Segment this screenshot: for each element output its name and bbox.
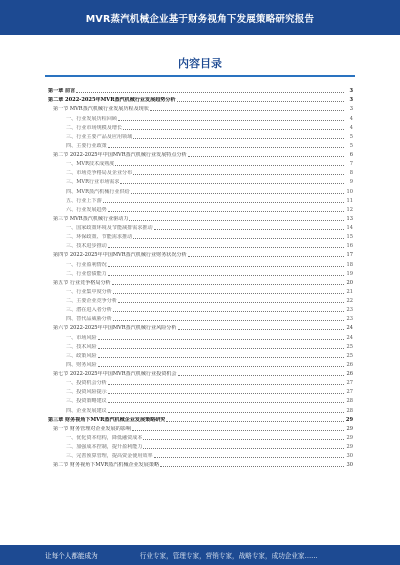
toc-entry-title: 四、企业发展建议 xyxy=(66,407,107,414)
toc-leader-dots xyxy=(108,266,344,267)
toc-entry-title: 四、主要行业政策 xyxy=(66,142,107,149)
toc-entry[interactable] xyxy=(48,249,353,258)
toc-entry[interactable] xyxy=(48,295,353,304)
toc-entry[interactable] xyxy=(48,195,353,204)
toc-entry-title: 三、投资策略建议 xyxy=(66,398,107,405)
footer-slogan: 让每个人都能成为 xyxy=(45,552,98,560)
toc-entry[interactable] xyxy=(48,313,353,322)
toc-page-number: 20 xyxy=(346,279,353,286)
toc-page-number: 21 xyxy=(346,288,353,295)
toc-page-number: 23 xyxy=(346,307,353,314)
toc-leader-dots xyxy=(160,466,344,467)
toc-entry[interactable] xyxy=(48,322,353,331)
toc-leader-dots xyxy=(115,165,344,166)
toc-entry[interactable] xyxy=(48,386,353,395)
toc-page-number: 28 xyxy=(346,398,353,405)
toc-entry-title: 六、行业发展趋势 xyxy=(66,206,107,213)
toc-page-number: 13 xyxy=(346,215,353,222)
toc-page-number: 25 xyxy=(346,343,353,350)
toc-page-number: 24 xyxy=(346,334,353,341)
toc-entry[interactable] xyxy=(48,268,353,277)
toc-entry[interactable] xyxy=(48,377,353,386)
toc-entry-title: 三、政策风险 xyxy=(66,352,97,359)
toc-entry-title: 第一章 前言 xyxy=(48,88,76,95)
toc-page-number: 22 xyxy=(346,298,353,304)
toc-page-number: 19 xyxy=(346,270,353,277)
toc-leader-dots xyxy=(76,92,344,93)
toc-entry[interactable] xyxy=(48,149,353,158)
toc-leader-dots xyxy=(154,457,344,458)
toc-leader-dots xyxy=(108,402,344,403)
toc-entry[interactable] xyxy=(48,368,353,377)
toc-entry[interactable] xyxy=(48,94,353,103)
toc-entry[interactable] xyxy=(48,359,353,368)
toc-entry-title: 第一节 MVR蒸汽机械行业发展历程及现状 xyxy=(53,106,149,113)
toc-entry-title: 一、行业集中度分析 xyxy=(66,288,112,295)
toc-entry-title: 一、优化资本结构，降低融资成本 xyxy=(66,434,143,441)
toc-entry-title: 一、市场风险 xyxy=(66,334,97,341)
toc-entry[interactable] xyxy=(48,231,353,240)
toc-entry[interactable] xyxy=(48,176,353,185)
toc-page-number: 30 xyxy=(346,462,353,469)
toc-page-number: 3 xyxy=(349,88,353,95)
toc-entry[interactable] xyxy=(48,258,353,267)
toc-leader-dots xyxy=(98,348,344,349)
toc-entry[interactable] xyxy=(48,240,353,249)
toc-page-number: 5 xyxy=(349,133,353,140)
toc-entry-title: 三、技术进步推动 xyxy=(66,243,107,250)
toc-page-number: 29 xyxy=(346,444,353,450)
toc-leader-dots xyxy=(113,293,344,294)
toc-entry[interactable] xyxy=(48,222,353,231)
report-header xyxy=(0,0,400,35)
toc-page-number: 29 xyxy=(345,416,353,423)
toc-entry[interactable] xyxy=(48,341,353,350)
toc-entry-title: 一、国家政策环境及节能减排需求推动 xyxy=(66,225,153,231)
toc-entry-title: 第二章 2022-2025年MVR蒸汽机械行业发展趋势分析 xyxy=(48,97,176,104)
toc-page-number: 7 xyxy=(349,161,353,168)
toc-leader-dots xyxy=(108,393,344,394)
toc-entry-title: 第二节 2022-2025年中国MVR蒸汽机械行业发展特点分析 xyxy=(53,152,187,158)
toc-leader-dots xyxy=(118,302,344,303)
toc-page-number: 4 xyxy=(349,115,353,122)
toc-leader-dots xyxy=(108,211,344,212)
toc-entry-title: 二、主要企业竞争分析 xyxy=(66,298,117,304)
toc-page-number: 25 xyxy=(346,352,353,359)
toc-page-number: 8 xyxy=(349,170,353,177)
toc-leader-dots xyxy=(188,156,344,157)
toc-leader-dots xyxy=(113,311,344,312)
toc-entry-title: 第三章 财务视角下MVR蒸汽机械企业发展策略研究 xyxy=(48,416,166,423)
toc-entry-title: 第七节 2022-2025年中国MVR蒸汽机械行业投资机会 xyxy=(53,371,177,377)
toc-entry[interactable] xyxy=(48,395,353,404)
toc-entry[interactable] xyxy=(48,131,353,140)
toc-entry-title: 第五节 行业竞争格局分析 xyxy=(53,279,111,286)
toc-leader-dots xyxy=(103,202,344,203)
toc-entry[interactable] xyxy=(48,450,353,459)
toc-entry[interactable] xyxy=(48,331,353,340)
toc-leader-dots xyxy=(123,129,344,130)
toc-leader-dots xyxy=(120,183,344,184)
toc-leader-dots xyxy=(98,357,344,358)
toc-page-number: 10 xyxy=(346,188,353,195)
toc-entry[interactable] xyxy=(48,277,353,286)
toc-entry-title: 一、MVR技术成熟度 xyxy=(66,161,115,168)
toc-page-number: 27 xyxy=(346,380,353,387)
toc-entry[interactable] xyxy=(48,423,353,432)
toc-leader-dots xyxy=(133,174,344,175)
toc-leader-dots xyxy=(143,439,344,440)
toc-leader-dots xyxy=(154,229,344,230)
toc-divider xyxy=(45,75,355,77)
toc-leader-dots xyxy=(177,101,344,102)
toc-entry[interactable] xyxy=(48,350,353,359)
toc-leader-dots xyxy=(108,384,344,385)
report-title: MVR蒸汽机械企业基于财务视角下发展策略研究报告 xyxy=(85,13,315,25)
toc-page-number: 14 xyxy=(346,225,353,231)
toc-leader-dots xyxy=(133,138,344,139)
toc-leader-dots xyxy=(98,339,344,340)
toc-entry-title: 三、MVR行业市场需求 xyxy=(66,179,120,186)
toc-entry-title: 二、技术风险 xyxy=(66,343,97,350)
toc-entry-title: 第六节 2022-2025年中国MVR蒸汽机械行业风险分析 xyxy=(53,325,177,332)
page-footer xyxy=(0,545,400,565)
toc-entry-title: 四、替代品威胁分析 xyxy=(66,316,112,323)
toc-page-number: 9 xyxy=(349,179,353,186)
table-of-contents xyxy=(48,85,353,468)
toc-page-number: 18 xyxy=(346,261,353,268)
toc-leader-dots xyxy=(98,366,344,367)
toc-page-number: 24 xyxy=(346,325,353,332)
toc-leader-dots xyxy=(131,193,344,194)
toc-leader-dots xyxy=(166,421,344,422)
toc-leader-dots xyxy=(178,329,345,330)
toc-leader-dots xyxy=(150,110,344,111)
toc-entry-title: 第二节 财务视角下MVR蒸汽机械企业发展策略 xyxy=(53,462,160,469)
toc-page-number: 12 xyxy=(346,206,353,213)
toc-entry[interactable] xyxy=(48,432,353,441)
toc-entry[interactable] xyxy=(48,304,353,313)
toc-page-number: 29 xyxy=(346,425,353,432)
toc-entry[interactable] xyxy=(48,140,353,149)
toc-entry-title: 二、行业偿债能力 xyxy=(66,270,107,277)
toc-entry[interactable] xyxy=(48,85,353,94)
toc-entry-title: 三、潜在进入者分析 xyxy=(66,307,112,314)
toc-page-number: 26 xyxy=(346,361,353,368)
footer-tagline: 行业专家，管理专家，营销专家，战略专家，成功企业家…… xyxy=(139,552,318,560)
toc-entry[interactable] xyxy=(48,112,353,121)
toc-entry-title: 五、行业上下游 xyxy=(66,197,102,204)
toc-entry-title: 二、加强成本控制，提升盈利能力 xyxy=(66,444,143,450)
toc-entry-title: 四、MVR蒸汽机械行业供给 xyxy=(66,188,130,195)
toc-leader-dots xyxy=(188,256,344,257)
toc-page-number: 17 xyxy=(346,252,353,259)
toc-leader-dots xyxy=(133,238,344,239)
toc-page-number: 27 xyxy=(346,389,353,396)
toc-entry[interactable] xyxy=(48,441,353,450)
toc-entry[interactable] xyxy=(48,459,353,468)
toc-leader-dots xyxy=(118,120,344,121)
toc-entry-title: 二、市场竞争格局及企业分布 xyxy=(66,170,133,177)
toc-entry-title: 三、完善预算管理，提高资金使用效率 xyxy=(66,453,153,460)
toc-entry[interactable] xyxy=(48,404,353,413)
toc-heading: 内容目录 xyxy=(178,57,222,70)
toc-page-number: 26 xyxy=(346,371,353,377)
toc-entry-title: 一、行业盈利情况 xyxy=(66,261,107,268)
toc-entry-title: 三、行业主要产品及应用领域 xyxy=(66,133,133,140)
toc-entry[interactable] xyxy=(48,213,353,222)
toc-leader-dots xyxy=(112,284,344,285)
toc-leader-dots xyxy=(113,320,344,321)
toc-entry-title: 一、投资机会分析 xyxy=(66,380,107,387)
toc-page-number: 30 xyxy=(346,453,353,460)
toc-page-number: 5 xyxy=(349,142,353,149)
toc-page-number: 29 xyxy=(346,434,353,441)
toc-leader-dots xyxy=(132,430,344,431)
toc-leader-dots xyxy=(108,412,344,413)
toc-entry[interactable] xyxy=(48,185,353,194)
toc-entry[interactable] xyxy=(48,286,353,295)
toc-page-number: 3 xyxy=(349,97,353,104)
toc-leader-dots xyxy=(108,147,344,148)
toc-entry[interactable] xyxy=(48,167,353,176)
toc-entry[interactable] xyxy=(48,414,353,423)
toc-entry[interactable] xyxy=(48,103,353,112)
toc-leader-dots xyxy=(129,220,344,221)
toc-leader-dots xyxy=(108,275,344,276)
toc-entry-title: 一、行业发展历程回顾 xyxy=(66,115,117,122)
toc-leader-dots xyxy=(143,448,344,449)
toc-leader-dots xyxy=(178,375,345,376)
toc-page-number: 23 xyxy=(346,316,353,323)
toc-entry-title: 第四节 2022-2025年中国MVR蒸汽机械行业财务状况分析 xyxy=(53,252,187,259)
toc-entry-title: 二、投资风险提示 xyxy=(66,389,107,396)
toc-entry-title: 第一节 财务管理对企业发展的影响 xyxy=(53,425,132,432)
toc-page-number: 3 xyxy=(349,106,353,113)
toc-leader-dots xyxy=(108,247,344,248)
toc-entry[interactable] xyxy=(48,122,353,131)
toc-entry-title: 二、行业市场规模及增长 xyxy=(66,124,123,131)
toc-entry-title: 四、财务风险 xyxy=(66,361,97,368)
toc-page-number: 28 xyxy=(346,407,353,414)
toc-page-number: 6 xyxy=(349,152,353,158)
toc-entry-title: 二、环保政策、节能需求推动 xyxy=(66,234,133,241)
toc-entry[interactable] xyxy=(48,204,353,213)
toc-page-number: 15 xyxy=(346,234,353,241)
toc-page-number: 11 xyxy=(346,197,353,204)
toc-entry[interactable] xyxy=(48,158,353,167)
toc-entry-title: 第三节 MVR蒸汽机械行业驱动力 xyxy=(53,215,129,222)
toc-page-number: 16 xyxy=(346,243,353,250)
toc-page-number: 4 xyxy=(349,124,353,131)
